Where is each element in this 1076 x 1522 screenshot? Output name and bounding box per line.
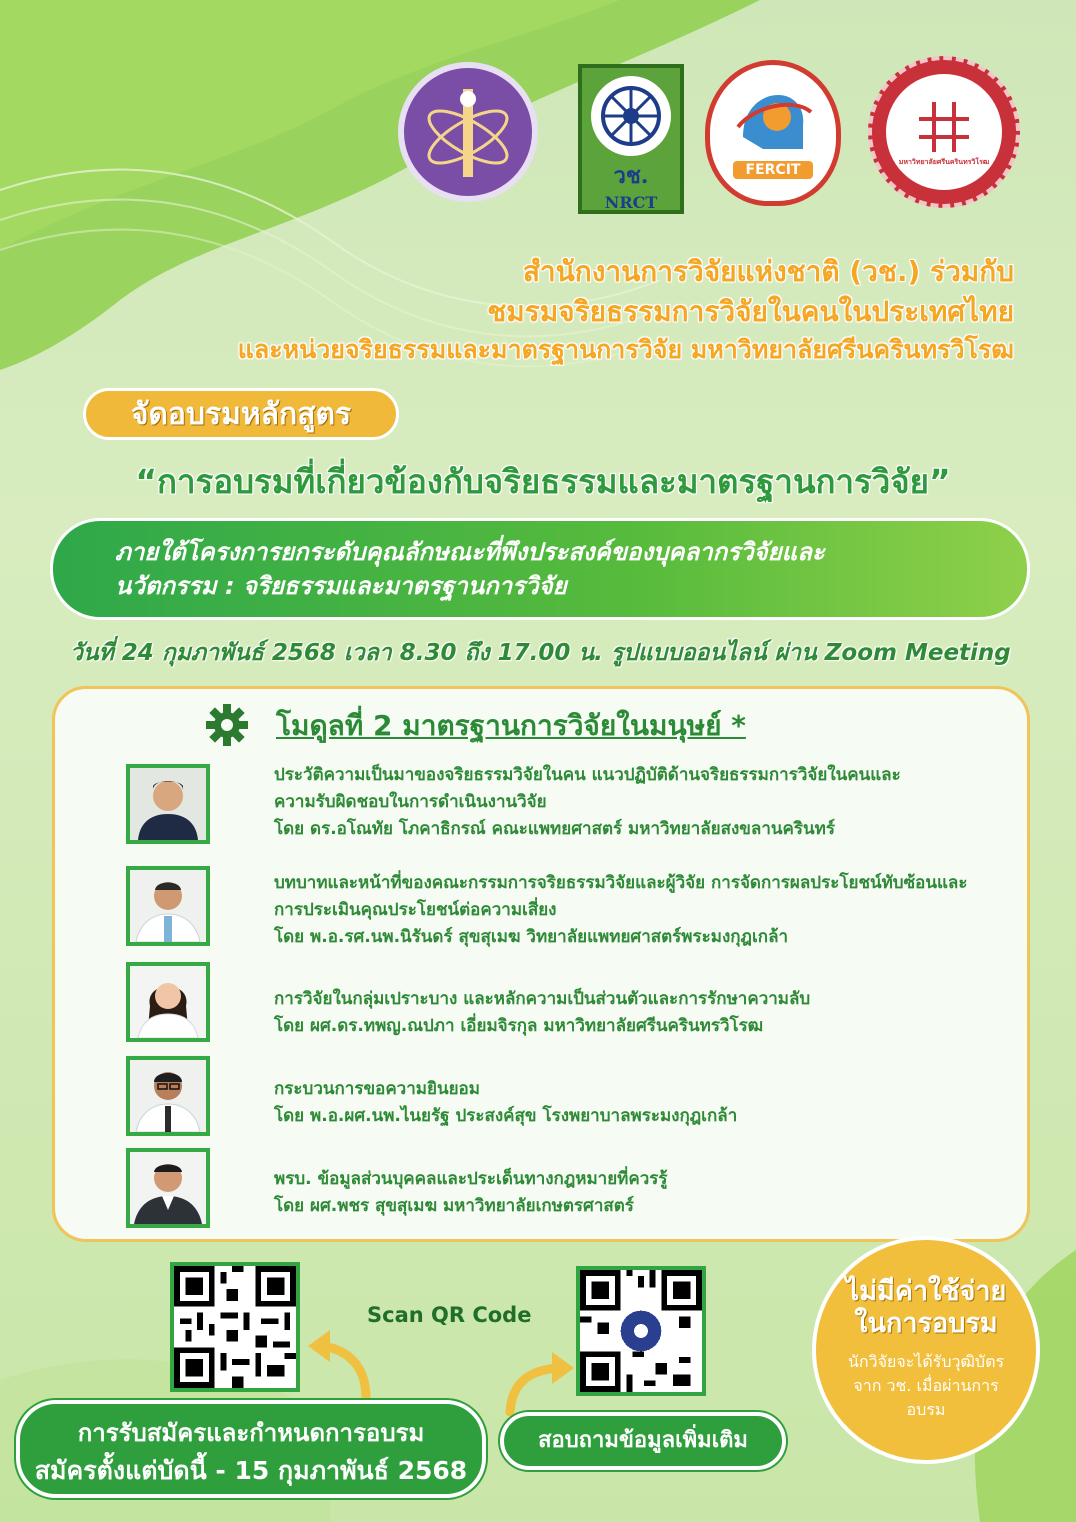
free-of-charge-badge: [812, 1236, 1040, 1464]
session-3-text: [274, 986, 1024, 1040]
person-icon: [130, 1060, 206, 1132]
wheel-emblem-icon: [599, 84, 663, 148]
gear-icon: [206, 704, 248, 746]
speaker-photo-4: [126, 1056, 210, 1136]
session-4-speaker: โดย พ.อ.ผศ.นพ.ไนยรัฐ ประสงค์สุข โรงพยาบาลพระมงกุฎเกล้า: [274, 1106, 738, 1126]
nrct-thai-label: วช.: [613, 163, 649, 189]
free-note-2: จาก วช. เมื่อผ่านการ: [853, 1376, 999, 1395]
swu-label: มหาวิทยาลัยศรีนครินทรวิโรฒ: [898, 157, 990, 166]
session-2-text: [274, 870, 1024, 951]
person-icon: [130, 768, 206, 840]
atom-emblem-icon: [413, 77, 523, 187]
inquiry-qr-code[interactable]: [576, 1266, 706, 1396]
person-icon: [130, 966, 206, 1038]
fercit-logo: [705, 60, 841, 206]
speaker-photo-2: [126, 866, 210, 946]
registration-qr-code[interactable]: [170, 1262, 300, 1392]
header-line-1: สำนักงานการวิจัยแห่งชาติ (วช.) ร่วมกับ: [522, 255, 1014, 288]
speaker-photo-5: [126, 1148, 210, 1228]
session-1-text: [274, 762, 1024, 843]
mhesi-logo: [398, 62, 538, 202]
project-line-1: ภายใต้โครงการยกระดับคุณลักษณะที่พึงประสงค์ของบุคลากรวิจัยและ: [115, 538, 825, 566]
free-line-1: ไม่มีค่าใช้จ่าย: [845, 1276, 1007, 1307]
header-line-3: และหน่วยจริยธรรมและมาตรฐานการวิจัย มหาวิทยาลัยศรีนครินทรวิโรฒ: [237, 335, 1014, 364]
person-icon: [130, 870, 206, 942]
nrct-logo: [578, 64, 684, 214]
curved-arrow-icon: [300, 1318, 380, 1402]
swu-emblem-icon: [914, 97, 974, 157]
head-emblem-icon: [733, 87, 813, 157]
session-3-speaker: โดย ผศ.ดร.ทพญ.ณปภา เอี่ยมจิรกุล มหาวิทยาลัยศรีนครินทรวิโรฒ: [274, 1016, 764, 1036]
session-1-topic-2: ความรับผิดชอบในการดำเนินงานวิจัย: [274, 792, 547, 812]
session-2-speaker: โดย พ.อ.รศ.นพ.นิรันดร์ สุขสุเมฆ วิทยาลัยแพทยศาสตร์พระมงกุฎเกล้า: [274, 927, 789, 947]
free-note-1: นักวิจัยจะได้รับวุฒิบัตร: [847, 1352, 1005, 1371]
free-note-3: อบรม: [906, 1400, 946, 1419]
qr-code-icon: [580, 1270, 702, 1392]
speaker-photo-1: [126, 764, 210, 844]
session-1-topic-1: ประวัติความเป็นมาของจริยธรรมวิจัยในคน แนวปฏิบัติด้านจริยธรรมการวิจัยในคนและ: [274, 765, 901, 785]
registration-line-1: การรับสมัครและกำหนดการอบรม: [77, 1419, 425, 1447]
session-2-topic-2: การประเมินคุณประโยชน์ต่อความเสี่ยง: [274, 900, 557, 920]
course-label-pill: จัดอบรมหลักสูตร: [83, 388, 399, 440]
session-2-topic-1: บทบาทและหน้าที่ของคณะกรรมการจริยธรรมวิจัยและผู้วิจัย การจัดการผลประโยชน์ทับซ้อนและ: [274, 873, 968, 893]
registration-line-2: สมัครตั้งแต่บัดนี้ - 15 กุมภาพันธ์ 2568: [34, 1456, 468, 1485]
date-line: วันที่ 24 กุมภาพันธ์ 2568 เวลา 8.30 ถึง 17.00 น. รูปแบบออนไลน์ ผ่าน Zoom Meeting: [70, 640, 1011, 666]
curved-arrow-icon: [500, 1346, 580, 1416]
fercit-label: FERCIT: [733, 161, 813, 179]
course-title: “การอบรมที่เกี่ยวข้องกับจริยธรรมและมาตรฐานการวิจัย”: [135, 462, 951, 501]
session-1-speaker: โดย ดร.อโณทัย โภคาธิกรณ์ คณะแพทยศาสตร์ มหาวิทยาลัยสงขลานครินทร์: [274, 819, 835, 839]
module-title: โมดูลที่ 2 มาตรฐานการวิจัยในมนุษย์ *: [276, 709, 746, 742]
swu-logo: [868, 56, 1020, 208]
project-line-2: นวัตกรรม : จริยธรรมและมาตรฐานการวิจัย: [115, 572, 567, 600]
session-4-text: [274, 1076, 1024, 1130]
session-5-text: [274, 1166, 1024, 1220]
inquiry-button[interactable]: สอบถามข้อมูลเพิ่มเติม: [500, 1412, 786, 1470]
session-4-topic-1: กระบวนการขอความยินยอม: [274, 1079, 480, 1099]
session-5-topic-1: พรบ. ข้อมูลส่วนบุคคลและประเด็นทางกฎหมายที่ควรรู้: [274, 1169, 668, 1189]
session-5-speaker: โดย ผศ.พชร สุขสุเมฆ มหาวิทยาลัยเกษตรศาสตร์: [274, 1196, 634, 1216]
person-icon: [130, 1152, 206, 1224]
header-line-2: ชมรมจริยธรรมการวิจัยในคนในประเทศไทย: [487, 295, 1014, 328]
scan-qr-label: Scan QR Code: [367, 1303, 532, 1327]
project-band: [50, 518, 1030, 620]
session-3-topic-1: การวิจัยในกลุ่มเปราะบาง และหลักความเป็นส่วนตัวและการรักษาความลับ: [274, 989, 811, 1009]
qr-code-icon: [174, 1266, 296, 1388]
nrct-en-label: NRCT: [604, 193, 658, 212]
speaker-photo-3: [126, 962, 210, 1042]
free-line-2: ในการอบรม: [854, 1308, 998, 1339]
registration-button[interactable]: [16, 1400, 486, 1498]
